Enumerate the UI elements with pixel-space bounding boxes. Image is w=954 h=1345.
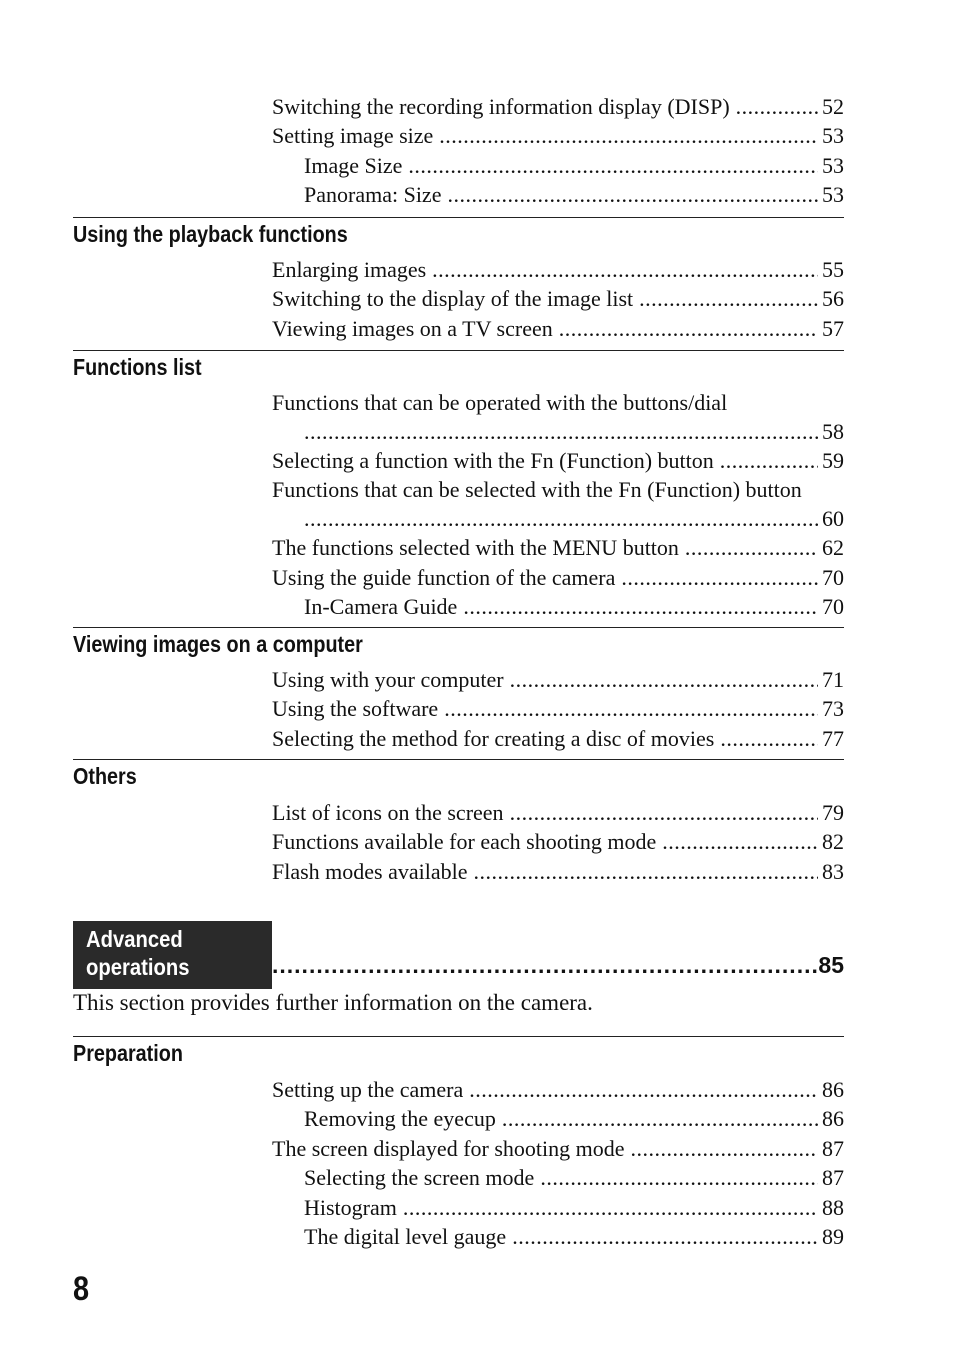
dot-leader xyxy=(631,1134,818,1163)
section-heading-others xyxy=(73,759,844,790)
dot-leader xyxy=(720,724,818,753)
toc-entry-page: 53 xyxy=(822,182,844,208)
dot-leader xyxy=(736,92,818,121)
toc-entry-title: The digital level gauge xyxy=(304,1224,507,1250)
toc-entry-title: Flash modes available xyxy=(272,858,468,884)
toc-entry-page: 86 xyxy=(822,1106,844,1132)
dot-leader xyxy=(447,180,818,209)
toc-entry[interactable] xyxy=(272,533,844,562)
dot-leader xyxy=(439,121,818,150)
dot-leader xyxy=(621,563,818,592)
section-heading-computer xyxy=(73,627,844,658)
dot-leader xyxy=(304,504,818,533)
toc-entry-title: Using the software xyxy=(272,696,439,722)
dot-leader xyxy=(510,665,818,694)
toc-entry-title: Using with your computer xyxy=(272,667,504,692)
dot-leader xyxy=(444,694,818,723)
toc-entry-title: Functions available for each shooting mode xyxy=(272,829,657,855)
toc-entry-title: In-Camera Guide xyxy=(304,594,458,620)
dot-leader xyxy=(432,255,818,284)
section-heading-playback xyxy=(73,217,844,248)
toc-entry-page: 71 xyxy=(822,667,844,692)
chapter-description: This section provides further information on the camera. xyxy=(73,990,593,1015)
toc-entry-page: 87 xyxy=(822,1135,844,1161)
toc-entry-title: Panorama: Size xyxy=(304,182,442,208)
toc-entry-title: Histogram xyxy=(304,1194,397,1220)
chapter-tab-advanced-operations[interactable] xyxy=(73,921,272,989)
toc-computer-entries xyxy=(272,665,844,753)
toc-entry-title: Removing the eyecup xyxy=(304,1106,496,1132)
toc-entry-page: 89 xyxy=(822,1224,844,1250)
toc-entry[interactable] xyxy=(272,694,844,723)
toc-entry-page: 53 xyxy=(822,123,844,149)
dot-leader xyxy=(512,1222,818,1251)
toc-entry-page: 52 xyxy=(822,94,844,119)
toc-entry-page: 83 xyxy=(822,858,844,884)
toc-entry-page: 70 xyxy=(822,564,844,590)
toc-entry[interactable] xyxy=(272,827,844,856)
chapter-page: 85 xyxy=(818,952,844,978)
toc-entry-page: 60 xyxy=(822,506,844,532)
toc-entry[interactable] xyxy=(272,92,844,121)
section-heading-text: Others xyxy=(73,763,137,789)
toc-entry[interactable] xyxy=(272,475,844,533)
toc-preparation-entries xyxy=(272,1075,844,1251)
toc-entry-title: Setting image size xyxy=(272,123,434,149)
dot-leader xyxy=(685,533,818,562)
toc-entry-page: 57 xyxy=(822,315,844,341)
dot-leader xyxy=(403,1193,818,1222)
dot-leader xyxy=(662,827,818,856)
dot-leader xyxy=(469,1075,818,1104)
toc-entry[interactable] xyxy=(272,255,844,284)
toc-entry-title: The functions selected with the MENU button xyxy=(272,535,679,561)
toc-subentry[interactable] xyxy=(272,1104,844,1133)
toc-subentry[interactable] xyxy=(272,1193,844,1222)
toc-entry-page: 86 xyxy=(822,1077,844,1102)
toc-entry-title: The screen displayed for shooting mode xyxy=(272,1135,625,1161)
dot-leader xyxy=(639,284,818,313)
dot-leader xyxy=(510,798,818,827)
toc-entry-leader-line xyxy=(272,417,844,446)
dot-leader xyxy=(474,857,818,886)
toc-entry-title: Selecting the screen mode xyxy=(304,1165,535,1191)
toc-entry-title: Enlarging images xyxy=(272,257,427,282)
toc-entry-title: Image Size xyxy=(304,152,403,178)
toc-entry-page: 73 xyxy=(822,696,844,722)
dot-leader xyxy=(463,592,818,621)
toc-entry-title: Functions that can be operated with the buttons/dial xyxy=(272,390,728,415)
dot-leader xyxy=(304,417,818,446)
toc-subentry[interactable] xyxy=(272,1222,844,1251)
toc-entry[interactable] xyxy=(272,1075,844,1104)
chapter-leader[interactable] xyxy=(272,950,844,980)
toc-entry-page: 62 xyxy=(822,535,844,561)
toc-entry[interactable] xyxy=(272,121,844,150)
dot-leader xyxy=(408,151,818,180)
toc-entry-title: Switching the recording information display (DISP) xyxy=(272,94,730,119)
dot-leader xyxy=(272,950,818,980)
section-heading-preparation xyxy=(73,1036,844,1067)
toc-entry[interactable] xyxy=(272,724,844,753)
toc-entry[interactable] xyxy=(272,665,844,694)
toc-entry[interactable] xyxy=(272,388,844,446)
toc-entry-page: 55 xyxy=(822,257,844,282)
toc-others-entries xyxy=(272,798,844,886)
toc-subentry[interactable] xyxy=(272,180,844,209)
toc-entry-title: Viewing images on a TV screen xyxy=(272,315,553,341)
toc-entry[interactable] xyxy=(272,1134,844,1163)
toc-entry-title: Switching to the display of the image list xyxy=(272,286,634,312)
page-number-text: 8 xyxy=(73,1270,90,1308)
chapter-tab-line: operations xyxy=(86,954,190,980)
toc-entry-page: 70 xyxy=(822,594,844,620)
toc-entry-page: 87 xyxy=(822,1165,844,1191)
toc-entry-page: 82 xyxy=(822,829,844,855)
toc-entry-page: 53 xyxy=(822,152,844,178)
toc-functions-entries xyxy=(272,388,844,622)
dot-leader xyxy=(502,1104,818,1133)
toc-subentry[interactable] xyxy=(272,151,844,180)
toc-entry[interactable] xyxy=(272,284,844,313)
toc-entry[interactable] xyxy=(272,314,844,343)
toc-entry[interactable] xyxy=(272,563,844,592)
section-heading-text: Using the playback functions xyxy=(73,221,348,247)
chapter-tab-line: Advanced xyxy=(86,926,183,952)
toc-subentry[interactable] xyxy=(272,1163,844,1192)
toc-entry[interactable] xyxy=(272,446,844,475)
toc-entry-page: 79 xyxy=(822,800,844,825)
toc-entry-page: 58 xyxy=(822,419,844,444)
dot-leader xyxy=(559,314,818,343)
toc-entry-title: Using the guide function of the camera xyxy=(272,564,616,590)
toc-entry-page: 77 xyxy=(822,725,844,751)
toc-entry-title: Setting up the camera xyxy=(272,1077,464,1102)
dot-leader xyxy=(540,1163,818,1192)
toc-entry-title: Selecting a function with the Fn (Function) button xyxy=(272,448,714,473)
section-heading-text: Viewing images on a computer xyxy=(73,631,363,657)
toc-subentry[interactable] xyxy=(272,592,844,621)
toc-entry[interactable] xyxy=(272,857,844,886)
toc-entry-title: Functions that can be selected with the Fn (Function) button xyxy=(272,477,802,503)
section-heading-text: Functions list xyxy=(73,354,202,380)
section-heading-text: Preparation xyxy=(73,1040,183,1066)
toc-top-entries xyxy=(272,92,844,210)
dot-leader xyxy=(720,446,818,475)
toc-entry-page: 59 xyxy=(822,448,844,473)
toc-entry[interactable] xyxy=(272,798,844,827)
toc-entry-title: List of icons on the screen xyxy=(272,800,504,825)
toc-entry-leader-line xyxy=(272,504,844,533)
toc-entry-page: 56 xyxy=(822,286,844,312)
toc-entry-title: Selecting the method for creating a disc of movies xyxy=(272,725,715,751)
toc-entry-page: 88 xyxy=(822,1194,844,1220)
toc-playback-entries xyxy=(272,255,844,343)
section-heading-functions-list xyxy=(73,350,844,381)
page-number xyxy=(73,1270,92,1309)
